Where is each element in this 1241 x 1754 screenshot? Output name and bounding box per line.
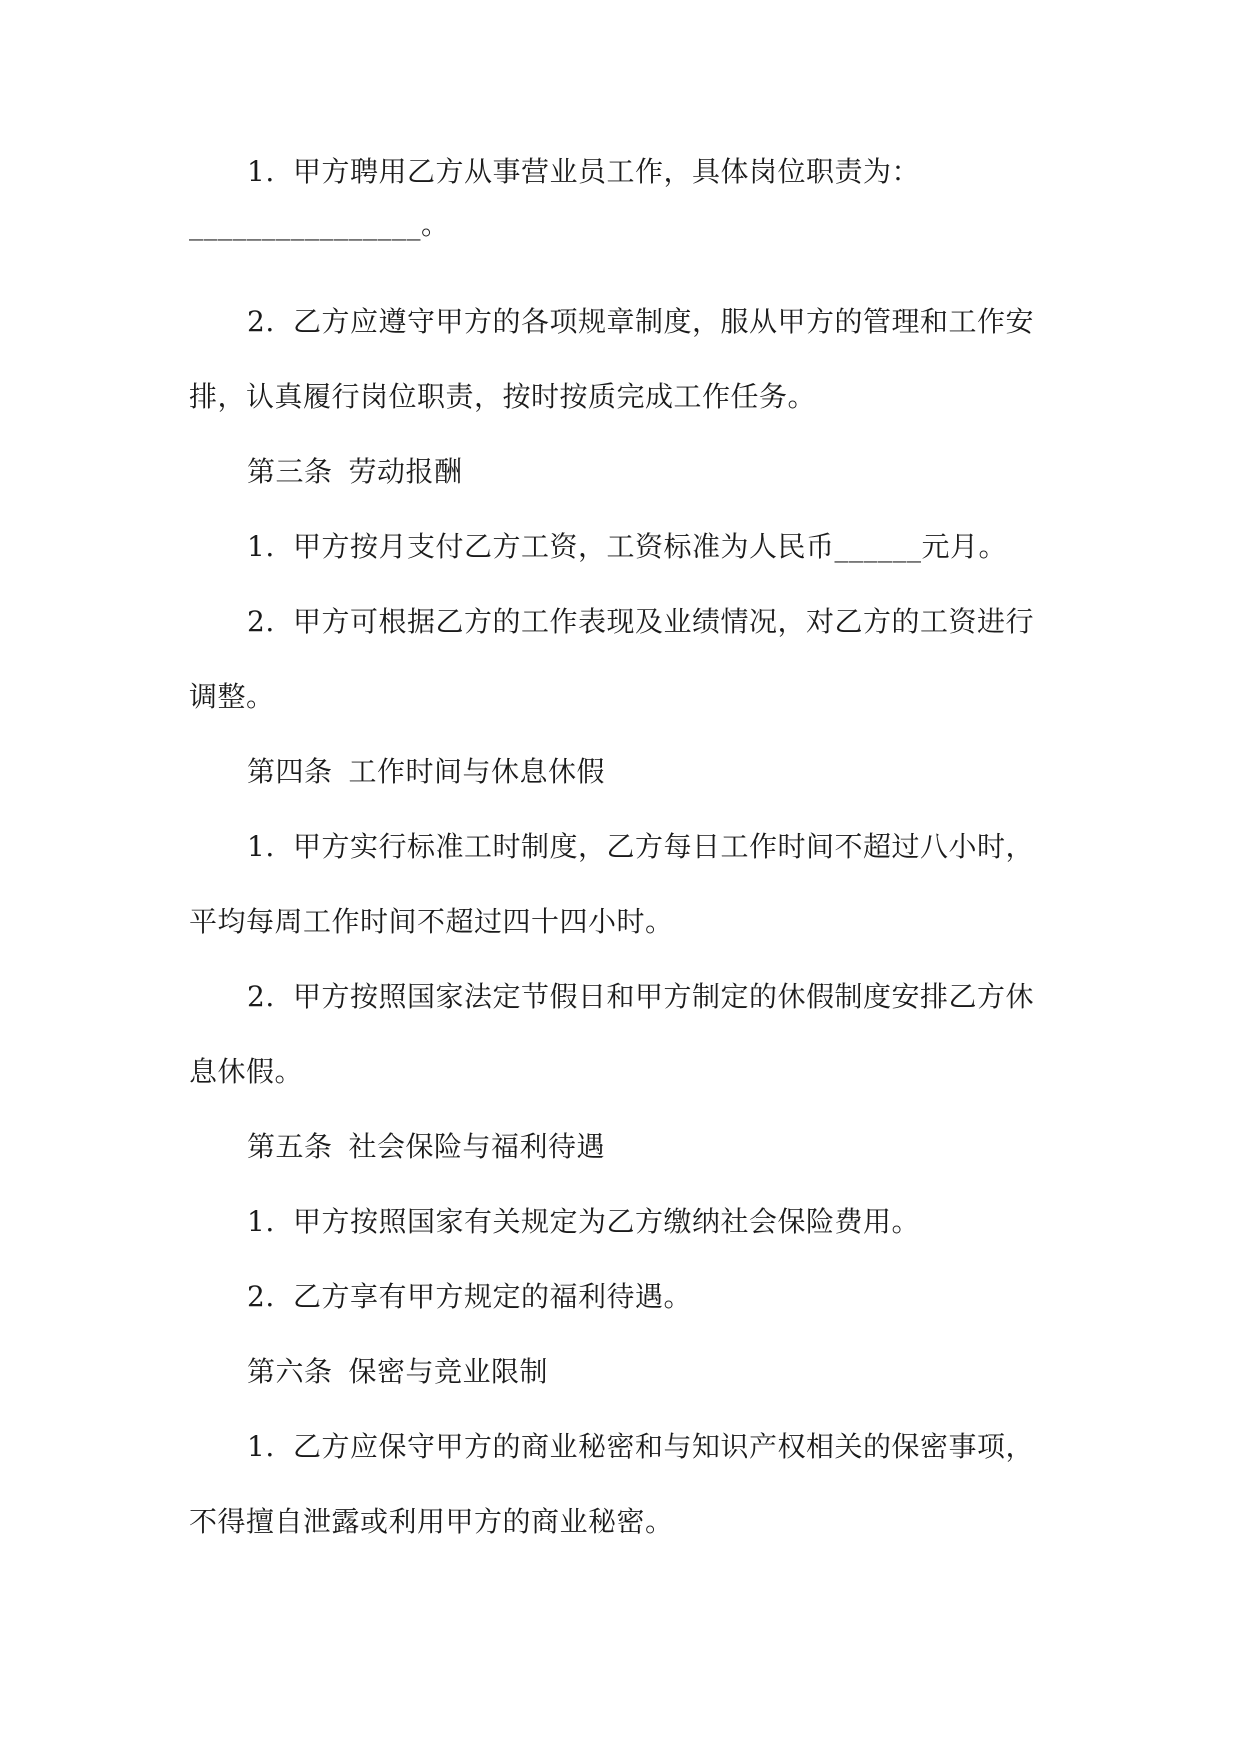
clause-line xyxy=(247,152,920,192)
article-title: 保密与竞业限制 xyxy=(348,1355,549,1388)
clause-line xyxy=(247,527,1007,567)
clause-text: 乙方应保守甲方的商业秘密和与知识产权相关的保密事项， xyxy=(293,1430,1035,1463)
article-heading xyxy=(247,752,605,792)
clause-line xyxy=(189,677,275,717)
clause-line xyxy=(189,1052,303,1092)
article-title: 劳动报酬 xyxy=(348,455,463,488)
article-title: 社会保险与福利待遇 xyxy=(348,1130,606,1163)
clause-line xyxy=(247,1277,692,1317)
clause-text: 乙方应遵守甲方的各项规章制度，服从甲方的管理和工作安 xyxy=(293,305,1035,338)
clause-text: 甲方按照国家有关规定为乙方缴纳社会保险费用。 xyxy=(293,1205,921,1238)
clause-line xyxy=(247,302,1034,342)
clause-line xyxy=(189,377,816,417)
clause-line xyxy=(189,902,674,942)
clause-line xyxy=(247,1202,920,1242)
clause-text: 调整。 xyxy=(189,680,275,713)
clause-text: 甲方按照国家法定节假日和甲方制定的休假制度安排乙方休 xyxy=(293,980,1035,1013)
article-number: 第五条 xyxy=(247,1130,333,1163)
clause-text: 甲方可根据乙方的工作表现及业绩情况，对乙方的工资进行 xyxy=(293,605,1035,638)
article-heading xyxy=(247,1352,548,1392)
clause-line xyxy=(189,205,450,245)
clause-number: 2. xyxy=(247,980,275,1013)
clause-text: 息休假。 xyxy=(189,1055,304,1088)
clause-text: 排，认真履行岗位职责，按时按质完成工作任务。 xyxy=(189,380,817,413)
clause-number: 2. xyxy=(247,605,275,638)
clause-line xyxy=(247,977,1034,1017)
clause-number: 1. xyxy=(247,1205,275,1238)
clause-text: 甲方实行标准工时制度，乙方每日工作时间不超过八小时， xyxy=(293,830,1035,863)
clause-text: 平均每周工作时间不超过四十四小时。 xyxy=(189,905,674,938)
clause-text: 甲方按月支付乙方工资，工资标准为人民币______元月。 xyxy=(293,530,1008,563)
clause-number: 1. xyxy=(247,830,275,863)
article-title: 工作时间与休息休假 xyxy=(348,755,606,788)
clause-line xyxy=(189,1502,674,1542)
clause-line xyxy=(247,1427,1034,1467)
article-heading xyxy=(247,1127,605,1167)
article-number: 第四条 xyxy=(247,755,333,788)
clause-text: 甲方聘用乙方从事营业员工作，具体岗位职责为： xyxy=(293,155,921,188)
clause-line xyxy=(247,827,1034,867)
clause-line xyxy=(247,602,1034,642)
clause-number: 1. xyxy=(247,530,275,563)
clause-number: 2. xyxy=(247,305,275,338)
article-heading xyxy=(247,452,463,492)
clause-text: 乙方享有甲方规定的福利待遇。 xyxy=(293,1280,693,1313)
clause-number: 2. xyxy=(247,1280,275,1313)
clause-text: ________________。 xyxy=(189,208,450,241)
article-number: 第三条 xyxy=(247,455,333,488)
article-number: 第六条 xyxy=(247,1355,333,1388)
clause-number: 1. xyxy=(247,1430,275,1463)
clause-text: 不得擅自泄露或利用甲方的商业秘密。 xyxy=(189,1505,674,1538)
clause-number: 1. xyxy=(247,155,275,188)
